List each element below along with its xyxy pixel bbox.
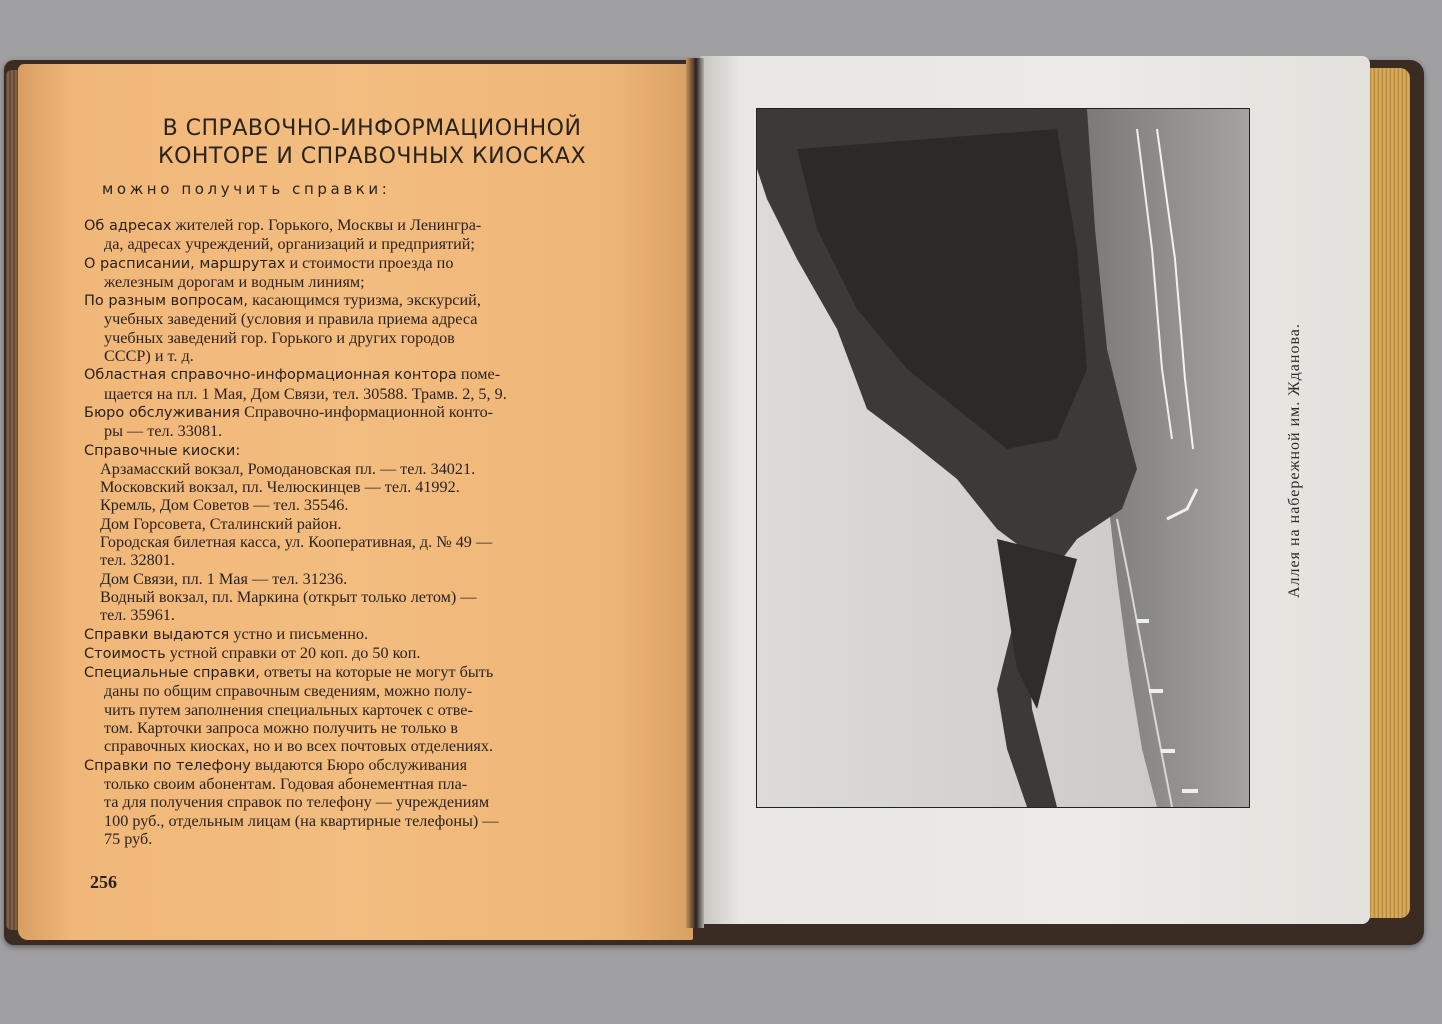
text-line (84, 310, 654, 328)
photo-caption: Аллея на набережной им. Жданова. (1286, 323, 1303, 598)
keyword: Об адресах (84, 218, 172, 234)
keyword: Областная справочно-информационная контора (84, 367, 457, 384)
photo-embankment-alley (756, 108, 1250, 808)
text-line (84, 291, 654, 310)
line-text: тел. 35961. (100, 606, 175, 625)
text-line (84, 460, 654, 478)
line-text: та для получения справок по телефону — учреждениям (104, 793, 490, 812)
line-text: справочных киосках, но и во всех почтовых отделениях. (104, 737, 494, 756)
text-line (84, 496, 654, 514)
text-line (84, 737, 654, 755)
line-text: устно и письменно. (229, 624, 368, 643)
keyword: Специальные справки, (84, 665, 260, 682)
text-line (84, 812, 654, 830)
line-text: жителей гор. Горького, Москвы и Ленингра- (171, 216, 482, 234)
text-line (84, 570, 654, 588)
subheading: можно получить справки: (102, 180, 391, 198)
text-line (84, 533, 654, 551)
line-text: учебных заведений гор. Горького и других городов (104, 328, 455, 347)
line-text: тел. 32801. (100, 551, 175, 570)
line-text: том. Карточки запроса можно получить не только в (104, 719, 458, 738)
text-line (84, 588, 654, 606)
text-line (84, 403, 654, 422)
text-line (84, 625, 654, 644)
text-line (84, 682, 654, 700)
line-text: щается на пл. 1 Мая, Дом Связи, тел. 30588. Трамв. 2, 5, 9. (104, 384, 507, 403)
keyword: Справки по телефону (84, 757, 251, 774)
line-text: выдаются Бюро обслуживания (250, 755, 468, 774)
text-line (84, 254, 654, 273)
text-line (84, 606, 654, 624)
photo-image (757, 109, 1249, 807)
line-text: Дом Горсовета, Сталинский район. (100, 514, 342, 533)
text-line (84, 329, 654, 347)
text-line (84, 385, 654, 403)
line-text: даны по общим справочным сведениям, можно полу- (104, 682, 473, 701)
heading-line-2: КОНТОРЕ И СПРАВОЧНЫХ КИОСКАХ (157, 144, 587, 169)
text-line (84, 216, 654, 235)
keyword: Бюро обслуживания (84, 404, 241, 421)
line-text: ответы на которые не могут быть (259, 663, 494, 682)
line-text: только своим абонентам. Годовая абонементная пла- (104, 774, 468, 793)
keyword: Справки выдаются (84, 626, 230, 643)
text-line (84, 273, 654, 291)
keyword: По разным вопросам, (84, 293, 249, 310)
line-text: Арзамасский вокзал, Ромодановская пл. — тел. 34021. (100, 459, 476, 478)
text-line (84, 515, 654, 533)
text-line (84, 793, 654, 811)
text-line (84, 756, 654, 775)
text-line (84, 441, 654, 460)
heading-line-1: В СПРАВОЧНО-ИНФОРМАЦИОННОЙ (162, 116, 582, 141)
line-text: Справочно-информационной конто- (240, 402, 494, 421)
line-text: Кремль, Дом Советов — тел. 35546. (100, 496, 349, 515)
line-text: учебных заведений (условия и правила приема адреса (104, 310, 478, 329)
text-line (84, 701, 654, 719)
body-text (84, 216, 654, 848)
line-text: чить путем заполнения специальных карточек с отве- (104, 700, 473, 719)
line-text: Водный вокзал, пл. Маркина (открыт только летом) — (100, 587, 477, 606)
line-text: СССР) и т. д. (104, 347, 194, 366)
line-text: да, адресах учреждений, организаций и предприятий; (104, 235, 475, 254)
text-line (84, 719, 654, 737)
line-text: касающимся туризма, экскурсий, (248, 291, 481, 310)
text-line (84, 644, 654, 663)
text-line (84, 235, 654, 253)
line-text: Московский вокзал, пл. Челюскинцев — тел. 41992. (100, 478, 460, 497)
page-number: 256 (90, 872, 117, 892)
keyword: Стоимость (84, 645, 166, 662)
text-line (84, 347, 654, 365)
line-text: Городская билетная касса, ул. Кооперативная, д. № 49 — (100, 533, 493, 552)
line-text: 75 руб. (104, 829, 153, 848)
keyword: Справочные киоски: (84, 442, 241, 459)
text-line (84, 663, 654, 682)
book-gutter (686, 58, 704, 928)
line-text: 100 руб., отдельным лицам (на квартирные телефоны) — (104, 811, 499, 830)
line-text: ры — тел. 33081. (104, 422, 223, 441)
text-line (84, 478, 654, 496)
text-line (84, 775, 654, 793)
line-text: устной справки от 20 коп. до 50 коп. (165, 643, 421, 662)
keyword: О расписании, маршрутах (84, 255, 286, 272)
line-text: поме- (456, 365, 501, 384)
line-text: Дом Связи, пл. 1 Мая — тел. 31236. (100, 569, 348, 588)
line-text: и стоимости проезда по (285, 253, 454, 272)
text-line (84, 365, 654, 384)
text-line (84, 830, 654, 848)
text-line (84, 551, 654, 569)
line-text: железным дорогам и водным линиям; (104, 272, 365, 291)
text-line (84, 422, 654, 440)
right-page-edges (1366, 68, 1410, 918)
